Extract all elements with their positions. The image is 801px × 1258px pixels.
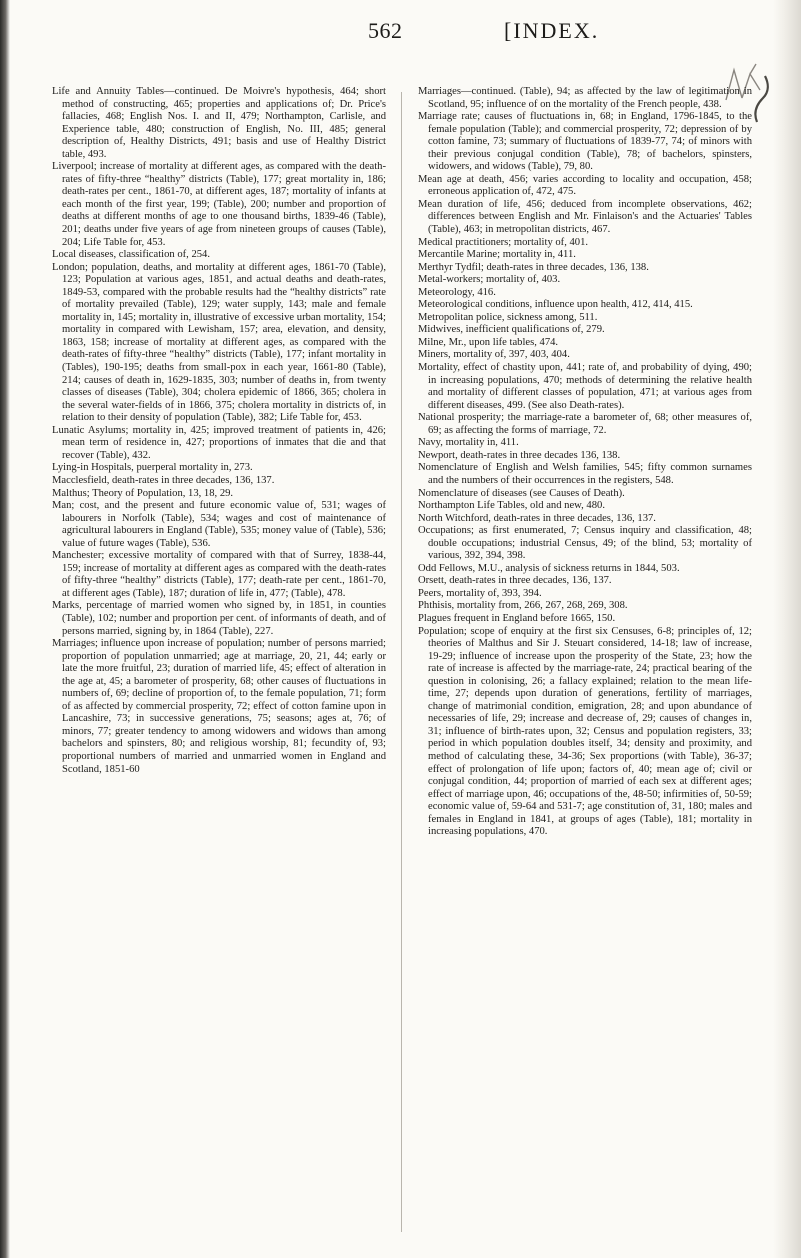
index-entry-text: percentage of married women who signed by, in 1851, in counties (Table), 102; number and proportion per cent. of informants of death, and of persons married, signing by, in 1864 (Table), 227. [62, 600, 386, 637]
index-entry-text: inefficient qualifications of, 279. [463, 324, 605, 336]
index-entry-text: influence upon increase of population; number of persons married; proportion of population unmarried; age at marriage, 20, 21, 44; early or late the more fruitful, 23; duration of married life, 45; effect of alteration in the age at, 45; a barometer of prosperity, 68; other causes of fluctuations in numbers of, 69; decline of proportion of, to the female population, 71; form of as affected by commercial prosperity, 72; effect of cotton famine upon in Lancashire, 73; in successive generations, 75; seasons; ages at, 76; of minors, 77; greater tendency to among widowers and widows than among bachelors and spinsters, 80; and religious worship, 81; fecundity of, 93; proportional numbers of married and unmarried women in England and Scotland, 1851-60 [62, 638, 386, 775]
index-entry [418, 575, 752, 588]
index-entry-text: scope of enquiry at the first six Censuses, 6-8; principles of, 12; theories of Malthus and Sir J. Steuart considered, 14-18; law of increase, 19-29; influence of increase upon the prosperity of the State, 23; how the rate of increase is affected by the marriage-rate, 24; practical bearing of the question in colonising, 26; a fallacy explained; relation to the mean life-time, 27; depends upon duration of generations, fertility of marriages, change of matrimonial condition, emigration, 28; and upon abundance of necessaries of life, 29; increase and decrease of, 29; causes of changes in, 31; influence of birth-rates upon, 32; Census and population registers, 33; period in which population doubles itself, 34; density and proximity, and method of calculating these, 34-36; Sex proportions (with Table), 36-37; effect of prolongation of life upon; factors of, 40; mean age of; civil or conjugal condition, 44; proportion of married of each sex at different ages; effect of marriage upon, 46; occupations of the, 48-50; infirmities of, 50-59; economic value of, 59-64 and 531-7; age constitution of, 31, 180; males and females in England in 1841, at groups of ages (Table), 181; mortality in increasing populations, 470. [428, 625, 752, 838]
index-entry-text: death-rates in three decades 136, 138. [457, 449, 621, 461]
index-entry-text: influence upon health, 412, 414, 415. [532, 299, 693, 311]
index-entry [418, 437, 752, 450]
index-entry [52, 475, 386, 488]
index-entry [418, 337, 752, 350]
index-entry-text: mortality of, 403. [483, 274, 561, 286]
index-entry-text: effect of chastity upon, 441; rate of, and probability of dying, 490; in increasing populations, 470; methods of determining the relative health and mortality of different classes of population, 471; at various ages from different diseases, 499. (See also Death-rates). [428, 362, 752, 411]
index-entry-text: death-rates in three decades, 136, 137. [446, 575, 612, 587]
index-entry-text: 456; deduced from incomplete observations, 462; differences between English and Mr. Finlaison's and the Actuaries' Tables (Table), 463; in metropolitan districts, 467. [428, 198, 752, 236]
index-entry-text: as first enumerated, 7; Census inquiry and classification, 48; double occupations; industrial Census, 49; of the blind, 53; mortality of various, 392, 394, 398. [428, 525, 752, 562]
page-number: 562 [368, 18, 403, 43]
index-entry-heading: Northampton Life Tables, [418, 500, 528, 512]
index-entry-text: mortality from, 266, 267, 268, 269, 308. [454, 600, 628, 612]
index-entry-heading: Meteorology, [418, 286, 475, 298]
index-entry [418, 249, 752, 262]
index-entry-heading: Medical practitioners; [418, 236, 512, 248]
index-entry-heading: Newport, [418, 449, 458, 461]
index-entry-heading: Lying-in Hospitals, [52, 462, 134, 474]
index-entry [418, 287, 752, 300]
index-entry-heading: Liverpool; [52, 161, 97, 173]
index-entry-text: old and new, 480. [527, 500, 605, 512]
index-entry-heading: Malthus; [52, 487, 90, 499]
index-entry [418, 262, 752, 275]
index-entry [418, 111, 752, 174]
index-entry [418, 412, 752, 437]
index-entry-heading: Orsett, [418, 575, 447, 587]
index-entry-heading: Life and Annuity Tables—continued. [52, 86, 220, 97]
index-entry-heading: Mean age at death, [418, 173, 505, 185]
index-entry-heading: Nomenclature [418, 487, 479, 499]
page-edge-shadow [773, 0, 801, 1258]
index-entry-text: of diseases (see Causes of Death). [478, 487, 625, 499]
index-entry [418, 600, 752, 613]
index-entry-text: death-rates in three decades, 136, 137. [490, 512, 656, 524]
index-entry-heading: Marriages—continued. [418, 86, 516, 97]
index-entry-text: mortality of, 393, 394. [443, 587, 542, 599]
index-entry [52, 425, 386, 463]
index-entry [418, 588, 752, 601]
index-entry-text: M.U., analysis of sickness returns in 1844, 503. [475, 562, 680, 574]
index-entry-text: 456; varies according to locality and occupation, 458; erroneous application of, 472, 475. [428, 173, 752, 198]
index-entry [418, 86, 752, 111]
index-entry [418, 462, 752, 487]
index-entry [52, 638, 386, 776]
index-entry-heading: Meteorological conditions, [418, 299, 533, 311]
index-entry [52, 161, 386, 249]
index-entry [418, 349, 752, 362]
index-entry-heading: Lunatic Asylums; [52, 424, 129, 436]
index-entry-text: mortality in, 411. [500, 249, 576, 261]
index-entry [418, 513, 752, 526]
index-column-right [418, 86, 752, 1246]
index-entry [418, 299, 752, 312]
index-entry-heading: London; [52, 261, 88, 273]
index-entry-heading: Peers, [418, 587, 444, 599]
index-entry-text: 416. [474, 286, 496, 298]
index-entry-heading: Midwives, [418, 324, 464, 336]
index-entry-text: death-rates in three decades, 136, 138. [483, 261, 649, 273]
index-entry [418, 274, 752, 287]
index-entry [418, 362, 752, 412]
index-entry-heading: Mean duration of life, [418, 198, 521, 210]
index-entry-text: Theory of Population, 13, 18, 29. [89, 487, 234, 499]
index-entry-text: De Moivre's hypothesis, 464; short method of constructing, 465; properties and applications of; Dr. Price's fallacies, 468; English Nos. I. and II, 479; Northampton, Carlisle, and Experience table, 480; construction of English, No. III, 485; general description of, Healthy Districts, 491; basis and use of Healthy District table, 493. [62, 86, 386, 160]
index-entry [418, 199, 752, 237]
index-entry-heading: Occupations; [418, 525, 474, 537]
index-entry-text: mortality of, 397, 403, 404. [450, 349, 570, 361]
index-entry [418, 500, 752, 513]
index-entry-heading: Man; [52, 500, 75, 512]
index-entry-heading: Metal-workers; [418, 274, 484, 286]
index-entry-heading: Population; [418, 625, 467, 637]
index-entry-heading: Milne, Mr., [418, 336, 467, 348]
index-entry [418, 563, 752, 576]
index-entry [418, 174, 752, 199]
index-entry [418, 613, 752, 626]
index-entry-heading: Phthisis, [418, 600, 455, 612]
index-entry-heading: Marks, [52, 600, 82, 612]
index-entry-text: causes of fluctuations in, 68; in England, 1796-1845, to the female population (Table); and commercial prosperity, 72; depression of by cotton famine, 73; summary of fluctuations of 1839-77, 74; of minors with their previous conjugal condition (Table), 78; of bachelors, spinsters, widowers, and widows (Table), 79, 80. [428, 111, 752, 173]
index-entry-heading: Macclesfield, [52, 474, 110, 486]
index-entry [52, 500, 386, 550]
running-head: [INDEX. [504, 18, 600, 43]
index-entry-text: the marriage-rate a barometer of, 68; other measures of, 69; as affecting the forms of marriage, 72. [428, 412, 752, 436]
index-entry-heading: Plagues [418, 612, 451, 624]
index-entry-text: death-rates in three decades, 136, 137. [109, 474, 275, 486]
index-entry-text: mortality in, 411. [442, 437, 519, 449]
index-entry-heading: Navy, [418, 437, 443, 449]
index-entry-text: frequent in England before 1665, 150. [450, 612, 616, 624]
index-entry-heading: Manchester; [52, 550, 105, 562]
index-entry-text: classification of, 254. [116, 249, 210, 261]
index-entry-heading: Odd Fellows, [418, 562, 476, 574]
index-entry-heading: Mercantile Marine; [418, 249, 501, 261]
index-entry-heading: Marriage rate; [418, 111, 481, 123]
column-divider [401, 92, 402, 1232]
index-entry [418, 312, 752, 325]
index-entry-text: population, deaths, and mortality at different ages, 1861-70 (Table), 123; Population at various ages, 1851, and actual deaths and death-rates, 1849-53, compared with the probable results had the “healthy districts” rate of mortality prevailed (Table), 129; water supply, 143; male and female mortality in, 145; mortality in, illustrative of excessive urban mortality, 154; mortality in compared with Lewisham, 157; area, elevation, and density, 1863, 158; increase of mortality at different ages, as compared with the death-rates of fifty-three “healthy” districts (Table), 177; infant mortality in (Tables), 190-195; deaths from small-pox in each year, 1661-80 (Table), 214; causes of death in, 1629-1835, 303; number of deaths in, from twenty classes of diseases (Table), 304; cholera epidemic of 1866, 365; cholera in the several water-fields of in 1866, 375; cholera mortality in districts of, in relation to their density of population (Table), 382; Life Table for, 453. [62, 261, 386, 424]
page-gutter-shadow [0, 0, 10, 1258]
page-header [0, 16, 801, 50]
index-entry-text: mortality in, 425; improved treatment of patients in, 426; mean term of residence in, 427; proportions of inmates that die and that recover (Table), 432. [62, 424, 386, 461]
index-entry [418, 525, 752, 563]
index-entry [52, 550, 386, 600]
index-entry-text: mortality of, 401. [511, 236, 589, 248]
index-entry-text: upon life tables, 474. [466, 336, 559, 348]
index-entry [418, 626, 752, 839]
index-entry-text: (Table), 94; as affected by the law of legitimation in Scotland, 95; influence of on the mortality of the French people, 438. [428, 86, 752, 110]
index-entry-text: increase of mortality at different ages, as compared with the death-rates of fifty-three “healthy” districts (Table), 177; great mortality in, 186; death-rates per cent., 1861-70, at different ages, 187; mortality of infants at each month of the first year, 199; (Table), 200; number and proportion of deaths at different months of age to one thousand births, 1839-46 (Table), 201; deaths under five years of age from nineteen groups of causes (Table), 204; Life Table for, 453. [62, 161, 386, 248]
index-entry [52, 600, 386, 638]
index-entry-heading: Marriages; [52, 638, 98, 650]
index-column-left [52, 86, 386, 1246]
index-entry-heading: North Witchford, [418, 512, 491, 524]
index-entry-heading: National prosperity; [418, 412, 505, 424]
index-entry-heading: Metropolitan police, [418, 311, 505, 323]
index-entry-heading: Local diseases, [52, 249, 117, 261]
index-entry [418, 237, 752, 250]
index-entry-text: sickness among, 511. [504, 311, 598, 323]
index-entry-text: of English and Welsh families, 545; fifty common surnames and the numbers of their occurrences in the registers, 548. [428, 462, 752, 486]
index-entry [418, 488, 752, 501]
index-entry [52, 262, 386, 425]
index-entry-heading: Mortality, [418, 362, 460, 374]
index-entry-text: puerperal mortality in, 273. [133, 462, 253, 474]
index-entry [52, 86, 386, 161]
index-entry-heading: Nomenclature [418, 462, 479, 474]
index-entry-text: cost, and the present and future economic value of, 531; wages of labourers in Norfolk (Table), 534; wages and cost of maintenance of agricultural labourers in England (Table), 535; money value of (Table), 536; value of future wages (Table), 536. [62, 500, 386, 549]
index-entry [418, 450, 752, 463]
index-entry-heading: Miners, [418, 349, 451, 361]
index-entry [52, 462, 386, 475]
index-entry [52, 249, 386, 262]
index-entry-text: excessive mortality of compared with that of Surrey, 1838-44, 159; increase of mortality at different ages as compared with the death-rates of fifty-three “healthy” districts (Table), 177; death-rate per cent., 1861-70, at different ages (Table), 187; duration of life in, 477; (Table), 478. [62, 550, 386, 599]
index-entry [52, 488, 386, 501]
index-entry-heading: Merthyr Tydfil; [418, 261, 484, 273]
index-entry [418, 324, 752, 337]
